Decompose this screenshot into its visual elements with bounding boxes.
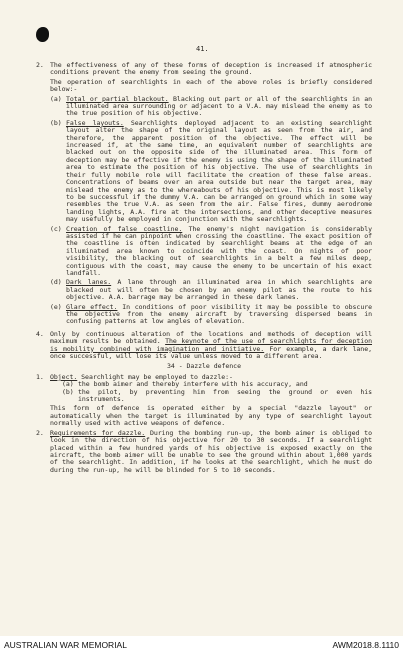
spacer [36, 389, 62, 404]
document-body [36, 62, 372, 476]
item-number: 1. [36, 372, 44, 381]
spacer [36, 120, 50, 224]
subitem-e-body [66, 304, 372, 326]
subitem-e [36, 304, 372, 326]
subitem-text: Blacking out part or all of the searchlights in an illuminated area surrounding or adjacent to a V.A. may mislead the enemy as to the true position of his objective. [66, 94, 372, 118]
item-4 [36, 331, 372, 361]
subitem-c-body [66, 226, 372, 278]
subitem-b [36, 120, 372, 224]
subitem-text: A lane through an illuminated area in which searchlights are blacked out will often be chosen by an enemy pilot as the route to his objective. A.A. barrage may be arranged in these dark lanes. [66, 278, 372, 302]
item-title: Object. [50, 372, 78, 381]
subitem-label: (d) [50, 278, 62, 287]
item-4-text: Only by continuous alteration of the locations and methods of deception will maximum results be obtained. [50, 329, 372, 346]
spacer [36, 381, 62, 388]
spacer [36, 304, 50, 326]
subitem-a-body [66, 96, 372, 118]
item-number: 2. [36, 61, 44, 69]
subitem-label: (b) [62, 387, 74, 396]
subitem-text: In conditions of poor visibility it may be possible to obscure the objective from the enemy aircraft by traversing dispersed beams in confusing patterns at low angles of elevation. [66, 302, 372, 326]
subitem-c [36, 226, 372, 278]
spacer [36, 279, 50, 301]
item-text: During the bombing run-up, the bomb aimer is obliged to look in the direction of his objective for 20 to 30 seconds. If a searchlight placed within a few hundred yards of his objective is exposed exactly on the aircraft, the bomb aimer will be unable to see the ground within about 1,000 yards of the searchlight. In addition, if he looks at the searchlight, which he must do during the run-up, he will be blinded for 5 to 10 seconds. [50, 428, 372, 474]
page-number: 41. [196, 45, 209, 53]
item-number: 2. [36, 428, 44, 437]
dazzle-1-body-row [36, 405, 372, 427]
subitem-text: The enemy's night navigation is considerably assisted if he can pinpoint when crossing the coastline. The exact position of the coastline is often indicated by searchlight beams at the edge of an illuminated area known to coincide with the coast. On nights of poor visibility, the blacking out of searchlights in a belt a few miles deep, contiguous with the coast, may cause the enemy to be uncertain of his exact landfall. [66, 224, 372, 277]
spacer [36, 405, 50, 427]
footer-accession-id: AWM2018.8.1110 [332, 640, 399, 650]
dazzle-2-body [50, 430, 372, 474]
subitem-d-body [66, 279, 372, 301]
punch-hole-mark [36, 27, 49, 42]
subitem-label: (e) [50, 302, 62, 311]
item-2-lead-row [36, 79, 372, 94]
spacer [36, 79, 50, 94]
subitem-d [36, 279, 372, 301]
subitem-text: the pilot, by preventing him from seeing the ground or even his instruments. [78, 387, 372, 404]
item-4-text-after: For example, a dark lane, once successful, will lose its value unless moved to a different area. [50, 344, 372, 361]
subitem-text: the bomb aimer and thereby interfere with his accuracy, and [78, 380, 308, 389]
dazzle-item-2 [36, 430, 372, 474]
item-title: Requirements for dazzle. [50, 428, 146, 437]
subitem-b-body [66, 120, 372, 224]
subitem-label: (a) [62, 380, 74, 389]
subitem-title: False layouts. [66, 118, 124, 127]
section-heading: 34 - Dazzle defence [167, 362, 241, 371]
item-2-lead: The operation of searchlights in each of the above roles is briefly considered below:- [50, 77, 372, 94]
item-2 [36, 62, 372, 77]
subitem-label: (b) [50, 118, 62, 127]
dazzle-subitem-b [36, 389, 372, 404]
item-lead: Searchlight may be employed to dazzle:- [81, 372, 233, 381]
subitem-title: Creation of false coastline. [66, 224, 183, 233]
subitem-label: (a) [50, 94, 62, 103]
item-4-keynote: The keynote of the use of searchlights for deception is mobility combined with imagination and initiative. [50, 337, 372, 353]
dazzle-1-body: This form of defence is operated either by a special "dazzle layout" or automatically when the target is illuminated by any type of searchlight layout normally used with active weapons of defence. [50, 404, 372, 428]
item-2-intro: The effectiveness of any of these forms of deception is increased if atmospheric conditions prevent the enemy from seeing the ground. [50, 61, 372, 77]
subitem-a [36, 96, 372, 118]
item-number: 4. [36, 329, 44, 338]
subitem-label: (c) [50, 224, 62, 233]
subitem-title: Dark lanes. [66, 278, 112, 287]
spacer [36, 96, 50, 118]
subitem-text: Searchlights deployed adjacent to an existing searchlight layout alter the shape of the original layout as seen from the air, and therefore, the apparent position of the objective. The effect will be increased if, at the same time, an equivalent number of searchlights are blacked out on the opposite side of the illuminated area. This form of deception may be effective if the enemy is using the shape of the illuminated area to estimate the position of his objective. The use of searchlights in their fully mobile role will facilitate the creation of these false areas. Concentrations of beams over an area outside but near the target area, may mislead the enemy as to the whereabouts of his objective. This is most likely to be successful if the dummy V.A. can be arranged on ground which in some way resembles the true V.A. as seen from the air. False fires, dummy aerodrome landing lights, A.A. fire at the intersections, and other deceptive measures may usefully be employed in conjunction with the searchlights. [66, 118, 372, 224]
item-4-body [50, 331, 372, 361]
subitem-title: Glare effect. [66, 302, 118, 311]
footer-source: AUSTRALIAN WAR MEMORIAL [4, 640, 127, 650]
archive-footer [0, 636, 403, 653]
subitem-title: Total or partial blackout. [66, 94, 169, 103]
spacer [36, 226, 50, 278]
